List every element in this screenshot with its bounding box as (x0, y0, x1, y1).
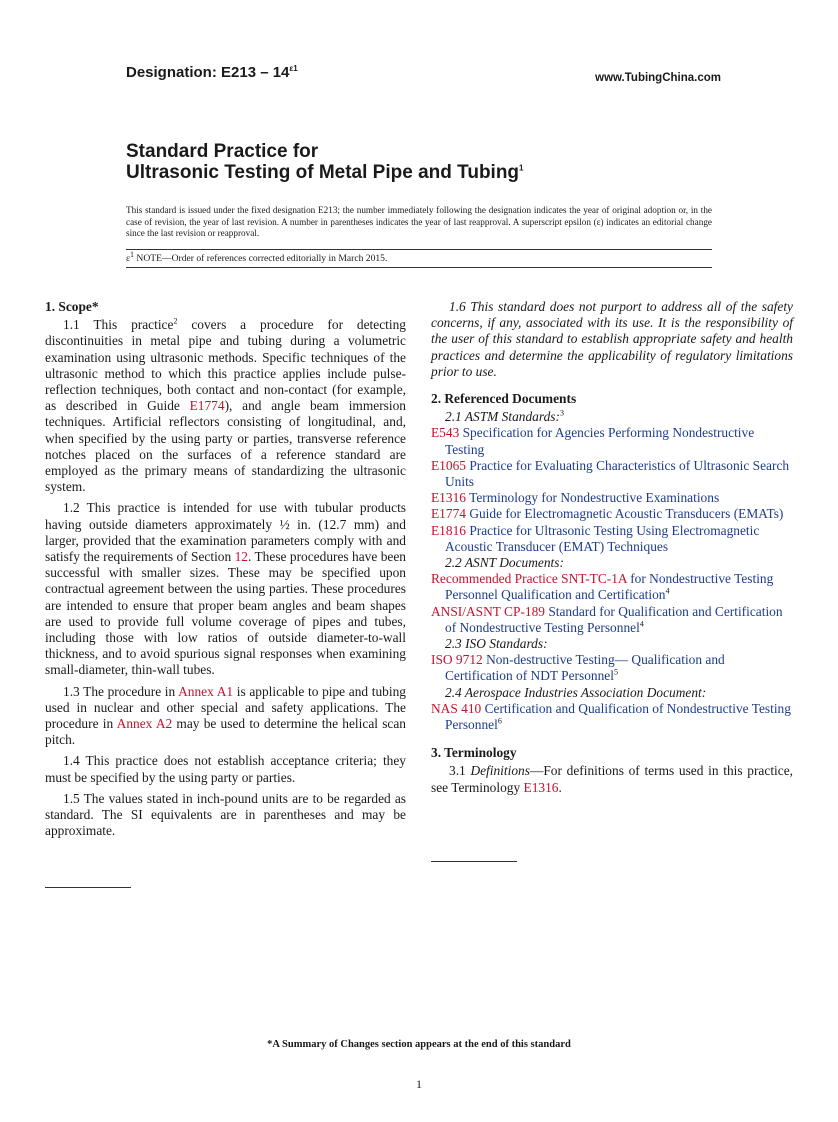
link-annex-a1[interactable]: Annex A1 (178, 683, 234, 699)
paragraph-1-3: 1.3 The procedure in Annex A1 is applicable to pipe and tubing used in nuclear and other special and safety applications. The procedure in Annex A2 may be used to determine the helical scan pitch. (45, 683, 406, 748)
reference-code-link[interactable]: E1816 (431, 522, 466, 538)
reference-item (431, 506, 793, 522)
link-e1774[interactable]: E1774 (189, 398, 225, 414)
reference-item (431, 604, 793, 636)
reference-item (431, 490, 793, 506)
right-column (431, 299, 793, 801)
reference-title-link[interactable]: Certification and Qualification of Nondestructive Testing Personnel (445, 700, 791, 733)
footnote-mark: 5 (613, 668, 618, 677)
iso-reference-list (431, 652, 793, 684)
editorial-note: $\varepsilon^1$ NOTE—Order of references corrected editorially in March 2015. (126, 249, 388, 264)
reference-item (431, 571, 793, 603)
asnt-reference-list (431, 571, 793, 636)
subsection-astm: 2.1 ASTM Standards:$^3$ (445, 408, 564, 425)
reference-title-link[interactable]: Guide for Electromagnetic Acoustic Transducers (EMATs) (465, 506, 784, 522)
reference-title-link[interactable]: for Nondestructive Testing Personnel Qualification and Certification (445, 571, 774, 603)
reference-code-link[interactable]: E1774 (431, 506, 466, 522)
paragraph-1-4: 1.4 This practice does not establish acceptance criteria; they must be specified by the using party or parties. (45, 753, 406, 785)
paragraph-1-2: 1.2 This practice is intended for use with tubular products having outside diameters approximately ½ in. (12.7 mm) and larger, provided that the examination parameters comply with and satisfy the requirements of Section 12. These procedures have been successful with smaller sizes. These may be specified upon contractual agreement between the using parties. These procedures are intended to ensure that proper beam angles and beam shapes are used to provide full volume coverage of pipes and tubes, including those with low ratios of outside diameter-to-wall thickness, and to avoid spurious signal responses when examining small-diameter, thin-wall tubes. (45, 500, 406, 678)
reference-code-link[interactable]: NAS 410 (431, 700, 482, 716)
reference-code-link[interactable]: Recommended Practice SNT-TC-1A (431, 571, 627, 587)
reference-title-link[interactable]: Terminology for Nondestructive Examinations (465, 490, 720, 506)
reference-title-link[interactable]: Specification for Agencies Performing Nondestructive Testing (445, 425, 755, 457)
link-annex-a2[interactable]: Annex A2 (116, 716, 173, 732)
section-heading-terminology: 3. Terminology (431, 745, 517, 761)
reference-item (431, 425, 793, 457)
page-number: 1 (416, 1077, 422, 1091)
reference-code-link[interactable]: ANSI/ASNT CP-189 (431, 603, 545, 619)
reference-code-link[interactable]: E1065 (431, 457, 466, 473)
paragraph-1-1: 1.1 This practice$^2$ covers a procedure for detecting discontinuities in metal pipe and tubing during a volumetric examination using ultrasonic methods. Specific techniques of the ultrasonic method to which this practice applies include pulse-reflection techniques, both contact and non-contact (for example, as described in Guide E1774), and angle beam immersion techniques. Artificial reflectors consisting of longitudinal, and, when specified by the using party or parties, transverse reference notches placed on the surfaces of a reference standard are employed as the primary means of standardizing the ultrasonic system. (45, 316, 406, 495)
section-heading-scope: 1. Scope* (45, 299, 99, 314)
designation-epsilon: ε1 (289, 64, 298, 73)
footnote-mark: 4 (639, 619, 644, 629)
reference-item (431, 652, 793, 684)
footnote-mark: 4 (665, 586, 670, 596)
reference-item (431, 458, 793, 490)
designation: Designation: $E213 - 14^{\varepsilon 1}$ (126, 64, 298, 81)
link-e1316[interactable]: E1316 (523, 779, 559, 795)
paragraph-1-5: 1.5 The values stated in inch-pound units are to be regarded as standard. The SI equivalents are in parentheses and may be approximate. (45, 790, 406, 839)
divider (126, 249, 712, 250)
reference-code-link[interactable]: E1316 (431, 490, 466, 506)
footnote-divider (45, 887, 131, 888)
title-footnote-mark[interactable]: 1 (519, 163, 524, 173)
reference-title-link[interactable]: Practice for Evaluating Characteristics of Ultrasonic Search Units (445, 457, 790, 490)
paragraph-1-6: 1.6 This standard does not purport to address all of the safety concerns, if any, associated with its use. It is the responsibility of the user of this standard to establish appropriate safety and health practices and determine the applicability of regulatory limitations prior to use. (431, 299, 793, 379)
reference-code-link[interactable]: E543 (431, 425, 460, 441)
link-section-12[interactable]: 12 (234, 549, 248, 565)
subsection-asnt: 2.2 ASNT Documents: (445, 555, 564, 571)
reference-item (431, 701, 793, 733)
section-heading-references: 2. Referenced Documents (431, 391, 577, 407)
footnote-divider (431, 861, 517, 862)
issuance-notice: This standard is issued under the fixed designation E213; the number immediately following the designation indicates the year of original adoption or, in the case of revision, the year of last revision. A number in parentheses indicates the year of last reapproval. A superscript epsilon (ε) indicates an editorial change since the last revision or reapproval. (126, 205, 712, 239)
reference-title-link[interactable]: Standard for Qualification and Certification of Nondestructive Testing Personnel (445, 603, 783, 635)
aia-reference-list (431, 701, 793, 733)
reference-item (431, 523, 793, 555)
subsection-aia: 2.4 Aerospace Industries Association Document: (445, 684, 707, 700)
website-url[interactable]: www.TubingChina.com (595, 72, 721, 84)
reference-title-link[interactable]: Non-destructive Testing— Qualification and Certification of NDT Personnel (445, 652, 725, 684)
reference-title-link[interactable]: Practice for Ultrasonic Testing Using Electromagnetic Acoustic Transducer (EMAT) Techniques (445, 522, 760, 554)
title-line-1: Standard Practice for (126, 141, 319, 162)
paragraph-3-1: 3.1 Definitions—For definitions of terms used in this practice, see Terminology E1316. (431, 763, 793, 795)
reference-code-link[interactable]: ISO 9712 (431, 652, 483, 668)
summary-of-changes-note: *A Summary of Changes section appears at the end of this standard (267, 1039, 571, 1050)
footnote-mark: 6 (497, 716, 502, 726)
title-line-2: Ultrasonic Testing of Metal Pipe and Tubing$^1$ (126, 162, 524, 183)
left-column (45, 299, 406, 845)
divider (126, 267, 712, 268)
subsection-iso: 2.3 ISO Standards: (445, 636, 548, 652)
astm-reference-list (431, 425, 793, 555)
